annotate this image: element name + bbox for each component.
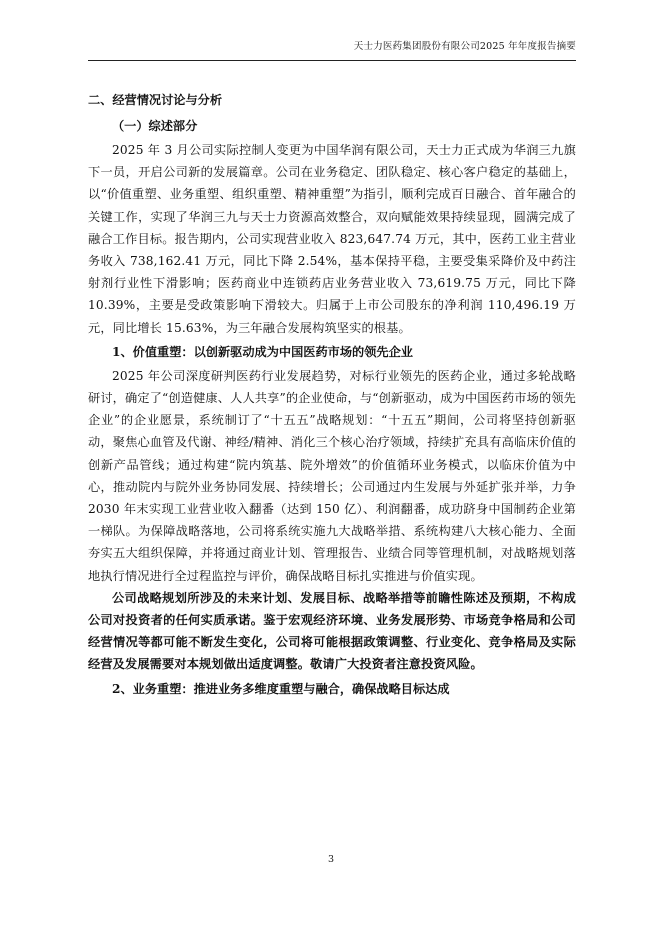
item2-heading: 2、业务重塑：推进业务多维度重塑与融合，确保战略目标达成 [112,681,450,696]
item1-heading: 1、价值重塑：以创新驱动成为中国医药市场的领先企业 [112,344,413,359]
disclaimer-paragraph: 公司战略规划所涉及的未来计划、发展目标、战略举措等前瞻性陈述及预期，不构成公司对投资者的任何实质承诺。鉴于宏观经济环境、业务发展形势、市场竞争格局和公司经营情况等都可能不断发生变化，公司将可能根据政策调整、行业变化、竞争格局及实际经营及发展需要对本规划做出适度调整。敬请广大投资者注意投资风险。 [88,590,576,672]
report-body [88,87,576,702]
item1-paragraph: 2025 年公司深度研判医药行业发展趋势，对标行业领先的医药企业，通过多轮战略研讨，确定了“创造健康、人人共享”的企业使命，与“创新驱动，成为中国医药市场的领先企业”的企业愿景，系统制订了“十五五”战略规划：“十五五”期间，公司将坚持创新驱动，聚焦心血管及代谢、神经/精神、消化三个核心治疗领域，持续扩充具有高临床价值的创新产品管线；通过构建“院内筑基、院外增效”的价值循环业务模式，以临床价值为中心，推动院内与院外业务协同发展、持续增长；公司通过内生发展与外延扩张并举，力争 2030 年末实现工业营业收入翻番（达到 150 亿）、利润翻番，成功跻身中国制药企业第一梯队。为保障战略落地，公司将系统实施九大战略举措、系统构建八大核心能力、全面夯实五大组织保障，并将通过商业计划、管理报告、业绩合同等管理机制，对战略规划落地执行情况进行全过程监控与评价，确保战略目标扎实推进与价值实现。 [88,368,576,583]
section-subheading: （一）综述部分 [112,119,198,133]
header-divider [88,60,576,61]
running-header: 天士力医药集团股份有限公司2025 年年度报告摘要 [353,41,576,52]
overview-paragraph: 2025 年 3 月公司实际控制人变更为中国华润有限公司，天士力正式成为华润三九旗下一员，开启公司新的发展篇章。公司在业务稳定、团队稳定、核心客户稳定的基础上，以“价值重塑、业务重塑、组织重塑、精神重塑”为指引，顺利完成百日融合、首年融合的关键工作，实现了华润三九与天士力资源高效整合，双向赋能效果持续显现，圆满完成了融合工作目标。报告期内，公司实现营业收入 823,647.74 万元，其中，医药工业主营业务收入 738,162.41 万元，同比下降 2.54%，基本保持平稳，主要受集采降价及中药注射剂行业性下滑影响；医药商业中连锁药店业务营业收入 73,619.75 万元，同比下降 10.39%，主要是受政策影响下滑较大。归属于上市公司股东的净利润 110,496.19 万元，同比增长 15.63%，为三年融合发展构筑坚实的根基。 [88,143,576,335]
section-heading: 二、经营情况讨论与分析 [88,93,223,107]
page-number: 3 [327,854,335,865]
